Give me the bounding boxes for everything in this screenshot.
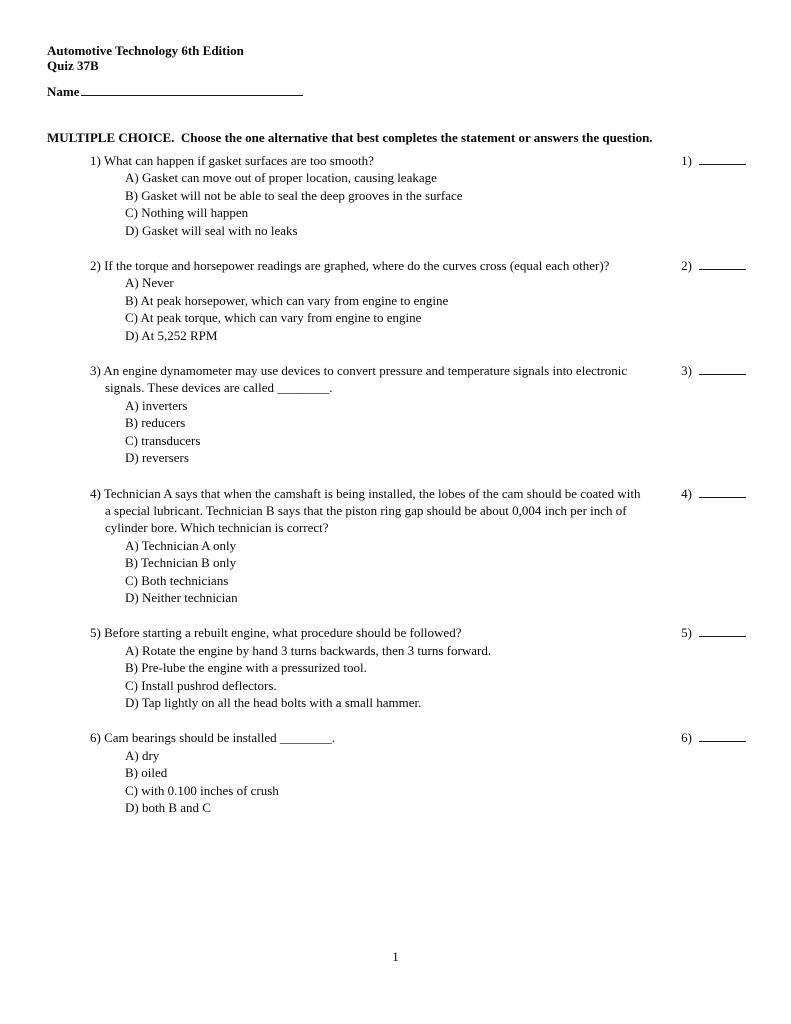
option-item: C) Install pushrod deflectors. xyxy=(125,677,277,693)
answer-number: 6) xyxy=(681,730,692,746)
question-number: 4) xyxy=(90,485,101,501)
option-item: A) Technician A only xyxy=(125,537,237,553)
answer-number: 3) xyxy=(681,363,692,379)
question-line xyxy=(90,485,647,537)
question-block xyxy=(90,152,746,239)
question-text: An engine dynamometer may use devices to convert pressure and temperature signals into electronic signals. These devices are called ________. xyxy=(103,363,628,396)
answer-blank[interactable] xyxy=(699,362,746,375)
question-number: 1) xyxy=(90,153,101,168)
question-block xyxy=(90,729,746,816)
answer-slot xyxy=(681,362,746,379)
option-item: A) Rotate the engine by hand 3 turns backwards, then 3 turns forward. xyxy=(125,642,492,658)
name-blank-line[interactable] xyxy=(81,84,303,96)
question-line xyxy=(90,257,647,274)
document-title: Automotive Technology 6th Edition xyxy=(47,43,244,58)
question-text: If the torque and horsepower readings are graphed, where do the curves cross (equal each other)? xyxy=(104,258,610,274)
question-block xyxy=(90,362,746,466)
question-line xyxy=(90,362,647,397)
option-item: B) Pre-lube the engine with a pressurized tool. xyxy=(125,660,367,676)
quiz-number: Quiz 37B xyxy=(47,57,99,73)
option-item: D) Neither technician xyxy=(125,589,238,605)
question-block xyxy=(90,257,746,344)
option-item: A) inverters xyxy=(125,397,188,413)
option-item: B) Gasket will not be able to seal the deep grooves in the surface xyxy=(125,187,463,203)
option-item: C) with 0.100 inches of crush xyxy=(125,782,279,798)
answer-slot xyxy=(681,624,746,641)
option-item: B) At peak horsepower, which can vary from engine to engine xyxy=(125,292,449,308)
question-number: 2) xyxy=(90,258,101,274)
answer-blank[interactable] xyxy=(699,624,746,637)
answer-blank[interactable] xyxy=(699,152,746,165)
question-text: Before starting a rebuilt engine, what procedure should be followed? xyxy=(104,625,462,641)
name-row xyxy=(47,84,303,100)
option-item: C) Nothing will happen xyxy=(125,205,249,221)
option-item: D) Tap lightly on all the head bolts with a small hammer. xyxy=(125,694,422,710)
option-item: D) Gasket will seal with no leaks xyxy=(125,222,298,238)
question-line xyxy=(90,624,647,641)
question-line xyxy=(90,729,647,746)
question-text: Technician A says that when the camshaft is being installed, the lobes of the cam should be coated with a special lubricant. Technician B says that the piston ring gap should be about 0,004 inch per inch of cylinder bore. Which technician is correct? xyxy=(103,485,641,536)
option-item: D) both B and C xyxy=(125,800,211,815)
answer-blank[interactable] xyxy=(699,485,746,498)
answer-slot xyxy=(681,257,746,274)
option-item: B) oiled xyxy=(125,765,168,781)
document-header xyxy=(47,44,244,73)
option-item: C) At peak torque, which can vary from engine to engine xyxy=(125,310,422,326)
answer-number: 5) xyxy=(681,625,692,641)
answer-slot xyxy=(681,485,746,502)
question-block xyxy=(90,624,746,711)
name-label: Name xyxy=(47,84,80,99)
answer-number: 1) xyxy=(681,153,692,168)
answer-number: 4) xyxy=(681,485,692,501)
question-number: 6) xyxy=(90,730,101,746)
answer-blank[interactable] xyxy=(699,257,746,270)
option-item: B) reducers xyxy=(125,415,186,431)
page-number: 1 xyxy=(392,949,399,964)
option-item: A) dry xyxy=(125,747,160,763)
option-item: D) reversers xyxy=(125,450,189,466)
answer-number: 2) xyxy=(681,258,692,274)
option-item: A) Gasket can move out of proper location, causing leakage xyxy=(125,170,437,186)
question-text: Cam bearings should be installed ________. xyxy=(104,730,336,746)
question-text: What can happen if gasket surfaces are too smooth? xyxy=(103,153,374,168)
questions-list xyxy=(90,152,746,834)
answer-slot xyxy=(681,729,746,746)
question-number: 3) xyxy=(90,363,101,379)
option-item: D) At 5,252 RPM xyxy=(125,327,218,343)
option-item: C) transducers xyxy=(125,432,201,448)
answer-blank[interactable] xyxy=(699,729,746,742)
question-line xyxy=(90,152,647,169)
question-block xyxy=(90,485,746,607)
option-item: C) Both technicians xyxy=(125,572,229,588)
option-item: B) Technician B only xyxy=(125,555,237,571)
question-number: 5) xyxy=(90,625,101,641)
instructions-text: MULTIPLE CHOICE. Choose the one alternative that best completes the statement or answers the question. xyxy=(47,130,653,145)
answer-slot xyxy=(681,152,746,169)
option-item: A) Never xyxy=(125,275,174,291)
